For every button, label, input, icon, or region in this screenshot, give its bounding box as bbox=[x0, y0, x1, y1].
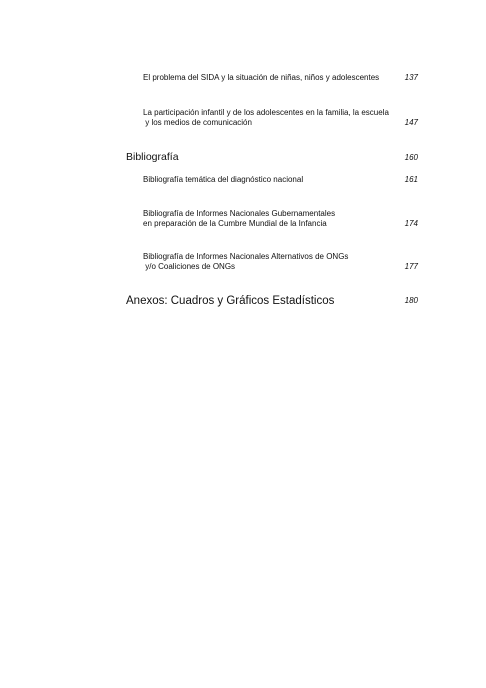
toc-entry-participacion-page: 147 bbox=[404, 118, 418, 127]
toc-entry-sida bbox=[143, 73, 418, 83]
toc-section-anexos-title: Anexos: Cuadros y Gráficos Estadísticos bbox=[126, 295, 335, 307]
toc-section-anexos bbox=[126, 294, 418, 308]
toc-entry-participacion-title-line1: La participación infantil y de los adolescentes en la familia, la escuela bbox=[143, 108, 389, 117]
toc-entry-gubernamentales-title-line1: Bibliografía de Informes Nacionales Gubernamentales bbox=[143, 209, 336, 218]
toc-entry-ongs-page: 177 bbox=[404, 262, 418, 271]
toc-section-bibliografia-title: Bibliografía bbox=[126, 151, 179, 163]
toc-section-bibliografia-page: 160 bbox=[404, 153, 418, 162]
toc-section-anexos-page: 180 bbox=[404, 296, 418, 305]
toc-entry-tematica bbox=[143, 175, 418, 185]
toc-entry-ongs bbox=[143, 252, 418, 272]
toc-entry-gubernamentales bbox=[143, 209, 418, 229]
toc-entry-gubernamentales-title-line2: en preparación de la Cumbre Mundial de la Infancia bbox=[143, 219, 327, 228]
toc-entry-ongs-title-line1: Bibliografía de Informes Nacionales Alternativos de ONGs bbox=[143, 252, 349, 261]
toc-entry-ongs-title-line2: y/o Coaliciones de ONGs bbox=[143, 262, 236, 271]
toc-entry-sida-page: 137 bbox=[404, 73, 418, 82]
toc-entry-participacion-title-line2: y los medios de comunicación bbox=[143, 118, 252, 127]
toc-entry-participacion bbox=[143, 108, 418, 128]
toc-entry-tematica-title: Bibliografía temática del diagnóstico nacional bbox=[143, 175, 304, 184]
toc-section-bibliografia bbox=[126, 151, 418, 164]
toc-entry-sida-title: El problema del SIDA y la situación de niñas, niños y adolescentes bbox=[143, 73, 380, 82]
toc-entry-gubernamentales-page: 174 bbox=[404, 219, 418, 228]
toc-entry-tematica-page: 161 bbox=[404, 175, 418, 184]
